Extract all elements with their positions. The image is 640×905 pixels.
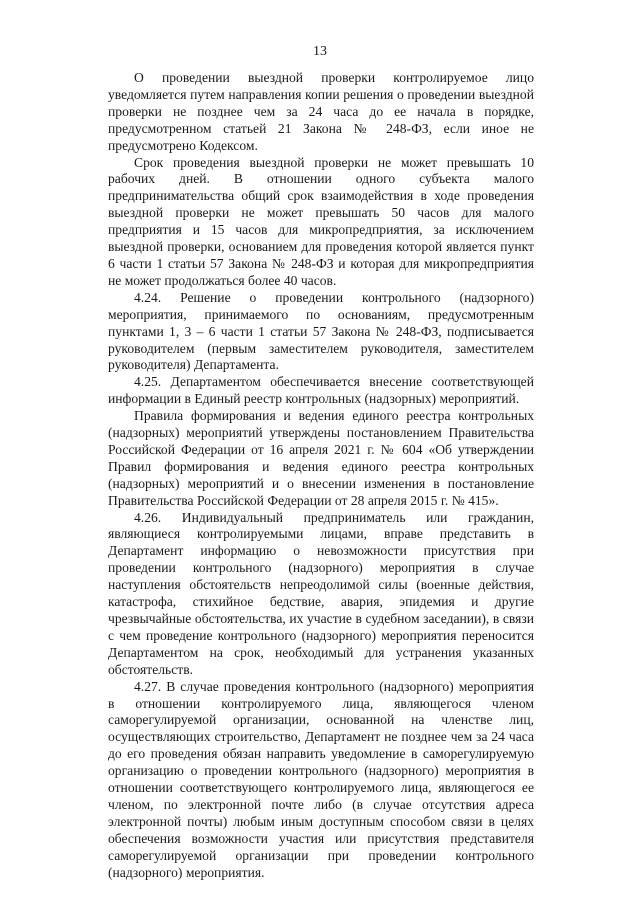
paragraph-4-25: 4.25. Департаментом обеспечивается внесение соответствующей информации в Единый реестр контрольных (надзорных) мероприятий.	[108, 374, 534, 407]
paragraph-inspection-duration: Срок проведения выездной проверки не может превышать 10 рабочих дней. В отношении одного субъекта малого предпринимательства общий срок взаимодействия в ходе проведения выездной проверки не может превышать 50 часов для малого предприятия и 15 часов для микропредприятия, за исключением выездной проверки, основанием для проведения которой является пункт 6 части 1 статьи 57 Закона № 248-ФЗ и которая для микропредприятия не может продолжаться более 40 часов.	[108, 154, 534, 288]
paragraph-4-24: 4.24. Решение о проведении контрольного (надзорного) мероприятия, принимаемого по основаниям, предусмотренным пунктами 1, 3 – 6 части 1 статьи 57 Закона № 248-ФЗ, подписывается руководителем (первым заместителем руководителя, заместителем руководителя) Департамента.	[108, 289, 534, 373]
paragraph-4-26: 4.26. Индивидуальный предприниматель или гражданин, являющиеся контролируемыми лицами, вправе представить в Департамент информацию о невозможности присутствия при проведении контрольного (надзорного) мероприятия в случае наступления обстоятельств непреодолимой силы (военные действия, катастрофа, стихийное бедствие, авария, эпидемия и другие чрезвычайные обстоятельства, их участие в судебном заседании), в связи с чем проведение контрольного (надзорного) мероприятия переносится Департаментом на срок, необходимый для устранения указанных обстоятельств.	[108, 509, 534, 677]
document-body	[108, 70, 534, 882]
paragraph-inspection-notice: О проведении выездной проверки контролируемое лицо уведомляется путем направления копии решения о проведении выездной проверки не позднее чем за 24 часа до ее начала в порядке, предусмотренном статьей 21 Закона № 248-ФЗ, если иное не предусмотрено Кодексом.	[108, 70, 534, 153]
page-number: 13	[313, 44, 327, 59]
paragraph-registry-rules: Правила формирования и ведения единого реестра контрольных (надзорных) мероприятий утверждены постановлением Правительства Российской Федерации от 16 апреля 2021 г. № 604 «Об утверждении Правил формирования и ведения единого реестра контрольных (надзорных) мероприятий и о внесении изменения в постановление Правительства Российской Федерации от 28 апреля 2015 г. № 415».	[108, 408, 534, 508]
paragraph-4-27: 4.27. В случае проведения контрольного (надзорного) мероприятия в отношении контролируемого лица, являющегося членом саморегулируемой организации, основанной на членстве лиц, осуществляющих строительство, Департамент не позднее чем за 24 часа до его проведения обязан направить уведомление в саморегулируемую организацию о проведении контрольного (надзорного) мероприятия в отношении соответствующего контролируемого лица, являющегося ее членом, по электронной почте либо (в случае отсутствия адреса электронной почты) любым иным доступным способом связи в целях обеспечения возможности участия или присутствия представителя саморегулируемой организации при проведении контрольного (надзорного) мероприятия.	[108, 678, 534, 880]
